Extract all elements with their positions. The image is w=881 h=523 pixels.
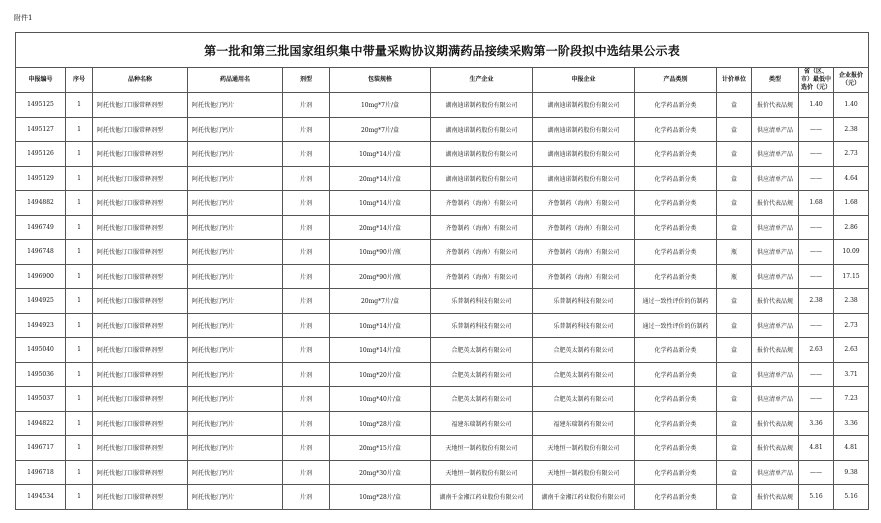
unit-cell: 盒: [717, 411, 752, 436]
application-id-cell: 1496749: [16, 215, 66, 240]
column-header: 省（区、市）最低中选价（元）: [799, 68, 834, 93]
unit-cell: 盒: [717, 117, 752, 142]
table-row: [16, 215, 869, 240]
table-row: [16, 387, 869, 412]
product-category-cell: 化学药品新分类: [635, 436, 717, 461]
type-cell: 报价代表品规: [752, 338, 799, 363]
type-cell: 供应清单产品: [752, 460, 799, 485]
package-spec-cell: 10mg*7片/盒: [330, 93, 431, 118]
seq-no-cell: 1: [66, 436, 93, 461]
type-cell: 供应清单产品: [752, 166, 799, 191]
table-row: [16, 411, 869, 436]
type-cell: 供应清单产品: [752, 215, 799, 240]
column-header: 剂型: [283, 68, 330, 93]
variety-name-cell: 阿托伐他汀口服常释剂型: [93, 460, 188, 485]
column-header: 申报企业: [533, 68, 635, 93]
manufacturer-cell: 湖南迪诺制药股份有限公司: [431, 117, 533, 142]
dosage-form-cell: 片剂: [283, 436, 330, 461]
enterprise-price-cell: 2.73: [834, 313, 869, 338]
variety-name-cell: 阿托伐他汀口服常释剂型: [93, 240, 188, 265]
dosage-form-cell: 片剂: [283, 191, 330, 216]
enterprise-price-cell: 5.16: [834, 485, 869, 510]
generic-name-cell: 阿托伐他汀钙片: [188, 289, 283, 314]
applicant-cell: 乐普制药科技有限公司: [533, 289, 635, 314]
seq-no-cell: 1: [66, 387, 93, 412]
generic-name-cell: 阿托伐他汀钙片: [188, 460, 283, 485]
lowest-price-cell: 3.36: [799, 411, 834, 436]
package-spec-cell: 20mg*15片/盒: [330, 436, 431, 461]
enterprise-price-cell: 2.63: [834, 338, 869, 363]
table-row: [16, 485, 869, 510]
enterprise-price-cell: 1.40: [834, 93, 869, 118]
applicant-cell: 湖南迪诺制药股份有限公司: [533, 93, 635, 118]
dosage-form-cell: 片剂: [283, 142, 330, 167]
applicant-cell: 湖南迪诺制药股份有限公司: [533, 142, 635, 167]
lowest-price-cell: ——: [799, 460, 834, 485]
product-category-cell: 化学药品新分类: [635, 411, 717, 436]
type-cell: 供应清单产品: [752, 117, 799, 142]
product-category-cell: 化学药品新分类: [635, 264, 717, 289]
enterprise-price-cell: 3.71: [834, 362, 869, 387]
product-category-cell: 化学药品新分类: [635, 93, 717, 118]
variety-name-cell: 阿托伐他汀口服常释剂型: [93, 264, 188, 289]
unit-cell: 盒: [717, 485, 752, 510]
applicant-cell: 齐鲁制药（海南）有限公司: [533, 191, 635, 216]
package-spec-cell: 10mg*40片/盒: [330, 387, 431, 412]
unit-cell: 盒: [717, 436, 752, 461]
unit-cell: 盒: [717, 313, 752, 338]
manufacturer-cell: 合肥英太制药有限公司: [431, 362, 533, 387]
applicant-cell: 湖南千金湘江药业股份有限公司: [533, 485, 635, 510]
generic-name-cell: 阿托伐他汀钙片: [188, 93, 283, 118]
column-header: 包装规格: [330, 68, 431, 93]
seq-no-cell: 1: [66, 485, 93, 510]
lowest-price-cell: 4.81: [799, 436, 834, 461]
dosage-form-cell: 片剂: [283, 485, 330, 510]
variety-name-cell: 阿托伐他汀口服常释剂型: [93, 215, 188, 240]
generic-name-cell: 阿托伐他汀钙片: [188, 142, 283, 167]
variety-name-cell: 阿托伐他汀口服常释剂型: [93, 93, 188, 118]
table-row: [16, 264, 869, 289]
application-id-cell: 1496718: [16, 460, 66, 485]
product-category-cell: 化学药品新分类: [635, 387, 717, 412]
type-cell: 报价代表品规: [752, 411, 799, 436]
table-row: [16, 166, 869, 191]
dosage-form-cell: 片剂: [283, 387, 330, 412]
product-category-cell: 化学药品新分类: [635, 166, 717, 191]
attachment-label: 附件1: [14, 14, 33, 22]
variety-name-cell: 阿托伐他汀口服常释剂型: [93, 313, 188, 338]
applicant-cell: 乐普制药科技有限公司: [533, 313, 635, 338]
lowest-price-cell: 2.38: [799, 289, 834, 314]
applicant-cell: 齐鲁制药（海南）有限公司: [533, 264, 635, 289]
unit-cell: 盒: [717, 362, 752, 387]
applicant-cell: 天地恒一制药股份有限公司: [533, 436, 635, 461]
lowest-price-cell: ——: [799, 264, 834, 289]
product-category-cell: 化学药品新分类: [635, 117, 717, 142]
application-id-cell: 1494882: [16, 191, 66, 216]
type-cell: 供应清单产品: [752, 142, 799, 167]
unit-cell: 盒: [717, 166, 752, 191]
type-cell: 报价代表品规: [752, 191, 799, 216]
seq-no-cell: 1: [66, 338, 93, 363]
applicant-cell: 福建东瑞制药有限公司: [533, 411, 635, 436]
unit-cell: 盒: [717, 460, 752, 485]
column-header: 品种名称: [93, 68, 188, 93]
enterprise-price-cell: 2.73: [834, 142, 869, 167]
product-category-cell: 通过一致性评价的仿制药: [635, 289, 717, 314]
column-header: 申报编号: [16, 68, 66, 93]
package-spec-cell: 20mg*90片/瓶: [330, 264, 431, 289]
product-category-cell: 化学药品新分类: [635, 362, 717, 387]
package-spec-cell: 20mg*7片/盒: [330, 117, 431, 142]
dosage-form-cell: 片剂: [283, 240, 330, 265]
seq-no-cell: 1: [66, 460, 93, 485]
manufacturer-cell: 湖南千金湘江药业股份有限公司: [431, 485, 533, 510]
seq-no-cell: 1: [66, 215, 93, 240]
applicant-cell: 合肥英太制药有限公司: [533, 362, 635, 387]
unit-cell: 盒: [717, 289, 752, 314]
table-row: [16, 313, 869, 338]
application-id-cell: 1496748: [16, 240, 66, 265]
seq-no-cell: 1: [66, 191, 93, 216]
application-id-cell: 1495126: [16, 142, 66, 167]
enterprise-price-cell: 2.38: [834, 117, 869, 142]
seq-no-cell: 1: [66, 362, 93, 387]
variety-name-cell: 阿托伐他汀口服常释剂型: [93, 436, 188, 461]
package-spec-cell: 10mg*28片/盒: [330, 411, 431, 436]
lowest-price-cell: ——: [799, 362, 834, 387]
enterprise-price-cell: 2.38: [834, 289, 869, 314]
product-category-cell: 通过一致性评价的仿制药: [635, 313, 717, 338]
package-spec-cell: 20mg*30片/盒: [330, 460, 431, 485]
generic-name-cell: 阿托伐他汀钙片: [188, 264, 283, 289]
type-cell: 供应清单产品: [752, 387, 799, 412]
lowest-price-cell: ——: [799, 313, 834, 338]
product-category-cell: 化学药品新分类: [635, 485, 717, 510]
generic-name-cell: 阿托伐他汀钙片: [188, 485, 283, 510]
table-row: [16, 338, 869, 363]
table-row: [16, 460, 869, 485]
variety-name-cell: 阿托伐他汀口服常释剂型: [93, 142, 188, 167]
seq-no-cell: 1: [66, 117, 93, 142]
lowest-price-cell: ——: [799, 142, 834, 167]
product-category-cell: 化学药品新分类: [635, 142, 717, 167]
table-body: [16, 93, 869, 510]
applicant-cell: 齐鲁制药（海南）有限公司: [533, 240, 635, 265]
lowest-price-cell: ——: [799, 117, 834, 142]
package-spec-cell: 10mg*14片/盒: [330, 191, 431, 216]
variety-name-cell: 阿托伐他汀口服常释剂型: [93, 191, 188, 216]
dosage-form-cell: 片剂: [283, 215, 330, 240]
generic-name-cell: 阿托伐他汀钙片: [188, 338, 283, 363]
lowest-price-cell: 5.16: [799, 485, 834, 510]
applicant-cell: 合肥英太制药有限公司: [533, 338, 635, 363]
generic-name-cell: 阿托伐他汀钙片: [188, 436, 283, 461]
column-header: 企业报价（元）: [834, 68, 869, 93]
product-category-cell: 化学药品新分类: [635, 240, 717, 265]
column-header: 计价单位: [717, 68, 752, 93]
package-spec-cell: 10mg*28片/盒: [330, 485, 431, 510]
manufacturer-cell: 乐普制药科技有限公司: [431, 289, 533, 314]
manufacturer-cell: 合肥英太制药有限公司: [431, 387, 533, 412]
table-row: [16, 362, 869, 387]
enterprise-price-cell: 7.23: [834, 387, 869, 412]
table-row: [16, 93, 869, 118]
generic-name-cell: 阿托伐他汀钙片: [188, 387, 283, 412]
type-cell: 报价代表品规: [752, 289, 799, 314]
applicant-cell: 天地恒一制药股份有限公司: [533, 460, 635, 485]
seq-no-cell: 1: [66, 411, 93, 436]
table-title: 第一批和第三批国家组织集中带量采购协议期满药品接续采购第一阶段拟中选结果公示表: [16, 33, 869, 68]
product-category-cell: 化学药品新分类: [635, 460, 717, 485]
manufacturer-cell: 齐鲁制药（海南）有限公司: [431, 264, 533, 289]
package-spec-cell: 10mg*20片/盒: [330, 362, 431, 387]
applicant-cell: 齐鲁制药（海南）有限公司: [533, 215, 635, 240]
dosage-form-cell: 片剂: [283, 313, 330, 338]
lowest-price-cell: 2.63: [799, 338, 834, 363]
package-spec-cell: 10mg*14片/盒: [330, 313, 431, 338]
lowest-price-cell: 1.68: [799, 191, 834, 216]
application-id-cell: 1496900: [16, 264, 66, 289]
seq-no-cell: 1: [66, 142, 93, 167]
manufacturer-cell: 乐普制药科技有限公司: [431, 313, 533, 338]
manufacturer-cell: 天地恒一制药股份有限公司: [431, 460, 533, 485]
dosage-form-cell: 片剂: [283, 289, 330, 314]
dosage-form-cell: 片剂: [283, 117, 330, 142]
unit-cell: 盒: [717, 142, 752, 167]
lowest-price-cell: ——: [799, 215, 834, 240]
dosage-form-cell: 片剂: [283, 411, 330, 436]
package-spec-cell: 20mg*7片/盒: [330, 289, 431, 314]
unit-cell: 瓶: [717, 264, 752, 289]
type-cell: 供应清单产品: [752, 264, 799, 289]
dosage-form-cell: 片剂: [283, 460, 330, 485]
application-id-cell: 1495037: [16, 387, 66, 412]
seq-no-cell: 1: [66, 166, 93, 191]
seq-no-cell: 1: [66, 289, 93, 314]
enterprise-price-cell: 1.68: [834, 191, 869, 216]
table-row: [16, 240, 869, 265]
generic-name-cell: 阿托伐他汀钙片: [188, 215, 283, 240]
variety-name-cell: 阿托伐他汀口服常释剂型: [93, 411, 188, 436]
applicant-cell: 合肥英太制药有限公司: [533, 387, 635, 412]
dosage-form-cell: 片剂: [283, 93, 330, 118]
application-id-cell: 1496717: [16, 436, 66, 461]
application-id-cell: 1495036: [16, 362, 66, 387]
generic-name-cell: 阿托伐他汀钙片: [188, 166, 283, 191]
dosage-form-cell: 片剂: [283, 338, 330, 363]
application-id-cell: 1494923: [16, 313, 66, 338]
type-cell: 供应清单产品: [752, 313, 799, 338]
application-id-cell: 1495127: [16, 117, 66, 142]
lowest-price-cell: 1.40: [799, 93, 834, 118]
variety-name-cell: 阿托伐他汀口服常释剂型: [93, 117, 188, 142]
product-category-cell: 化学药品新分类: [635, 191, 717, 216]
generic-name-cell: 阿托伐他汀钙片: [188, 117, 283, 142]
column-header: 序号: [66, 68, 93, 93]
manufacturer-cell: 合肥英太制药有限公司: [431, 338, 533, 363]
type-cell: 报价代表品规: [752, 93, 799, 118]
enterprise-price-cell: 3.36: [834, 411, 869, 436]
enterprise-price-cell: 10.09: [834, 240, 869, 265]
variety-name-cell: 阿托伐他汀口服常释剂型: [93, 338, 188, 363]
seq-no-cell: 1: [66, 93, 93, 118]
manufacturer-cell: 湖南迪诺制药股份有限公司: [431, 93, 533, 118]
application-id-cell: 1494534: [16, 485, 66, 510]
application-id-cell: 1495129: [16, 166, 66, 191]
variety-name-cell: 阿托伐他汀口服常释剂型: [93, 289, 188, 314]
generic-name-cell: 阿托伐他汀钙片: [188, 191, 283, 216]
enterprise-price-cell: 4.81: [834, 436, 869, 461]
package-spec-cell: 10mg*14片/盒: [330, 338, 431, 363]
manufacturer-cell: 湖南迪诺制药股份有限公司: [431, 166, 533, 191]
column-header: 产品类别: [635, 68, 717, 93]
type-cell: 供应清单产品: [752, 240, 799, 265]
package-spec-cell: 20mg*14片/盒: [330, 215, 431, 240]
product-category-cell: 化学药品新分类: [635, 215, 717, 240]
seq-no-cell: 1: [66, 240, 93, 265]
applicant-cell: 湖南迪诺制药股份有限公司: [533, 166, 635, 191]
table-row: [16, 191, 869, 216]
manufacturer-cell: 齐鲁制药（海南）有限公司: [431, 240, 533, 265]
variety-name-cell: 阿托伐他汀口服常释剂型: [93, 387, 188, 412]
results-table-container: [15, 32, 868, 510]
results-table: [15, 32, 869, 510]
enterprise-price-cell: 2.86: [834, 215, 869, 240]
column-header: 生产企业: [431, 68, 533, 93]
dosage-form-cell: 片剂: [283, 166, 330, 191]
type-cell: 报价代表品规: [752, 485, 799, 510]
unit-cell: 盒: [717, 215, 752, 240]
dosage-form-cell: 片剂: [283, 264, 330, 289]
manufacturer-cell: 湖南迪诺制药股份有限公司: [431, 142, 533, 167]
seq-no-cell: 1: [66, 313, 93, 338]
manufacturer-cell: 福建东瑞制药有限公司: [431, 411, 533, 436]
header-row: [16, 68, 869, 93]
manufacturer-cell: 天地恒一制药股份有限公司: [431, 436, 533, 461]
enterprise-price-cell: 9.38: [834, 460, 869, 485]
application-id-cell: 1494822: [16, 411, 66, 436]
unit-cell: 盒: [717, 93, 752, 118]
table-row: [16, 142, 869, 167]
dosage-form-cell: 片剂: [283, 362, 330, 387]
type-cell: 报价代表品规: [752, 436, 799, 461]
package-spec-cell: 10mg*14片/盒: [330, 142, 431, 167]
lowest-price-cell: ——: [799, 240, 834, 265]
seq-no-cell: 1: [66, 264, 93, 289]
column-header: 药品通用名: [188, 68, 283, 93]
unit-cell: 盒: [717, 387, 752, 412]
variety-name-cell: 阿托伐他汀口服常释剂型: [93, 166, 188, 191]
enterprise-price-cell: 17.15: [834, 264, 869, 289]
application-id-cell: 1495040: [16, 338, 66, 363]
unit-cell: 盒: [717, 191, 752, 216]
generic-name-cell: 阿托伐他汀钙片: [188, 240, 283, 265]
applicant-cell: 湖南迪诺制药股份有限公司: [533, 117, 635, 142]
product-category-cell: 化学药品新分类: [635, 338, 717, 363]
enterprise-price-cell: 4.64: [834, 166, 869, 191]
generic-name-cell: 阿托伐他汀钙片: [188, 411, 283, 436]
variety-name-cell: 阿托伐他汀口服常释剂型: [93, 362, 188, 387]
manufacturer-cell: 齐鲁制药（海南）有限公司: [431, 215, 533, 240]
table-row: [16, 117, 869, 142]
manufacturer-cell: 齐鲁制药（海南）有限公司: [431, 191, 533, 216]
package-spec-cell: 10mg*90片/瓶: [330, 240, 431, 265]
application-id-cell: 1494925: [16, 289, 66, 314]
lowest-price-cell: ——: [799, 166, 834, 191]
application-id-cell: 1495125: [16, 93, 66, 118]
generic-name-cell: 阿托伐他汀钙片: [188, 313, 283, 338]
column-header: 类型: [752, 68, 799, 93]
unit-cell: 盒: [717, 338, 752, 363]
variety-name-cell: 阿托伐他汀口服常释剂型: [93, 485, 188, 510]
package-spec-cell: 20mg*14片/盒: [330, 166, 431, 191]
type-cell: 供应清单产品: [752, 362, 799, 387]
table-row: [16, 436, 869, 461]
lowest-price-cell: ——: [799, 387, 834, 412]
table-row: [16, 289, 869, 314]
generic-name-cell: 阿托伐他汀钙片: [188, 362, 283, 387]
unit-cell: 瓶: [717, 240, 752, 265]
